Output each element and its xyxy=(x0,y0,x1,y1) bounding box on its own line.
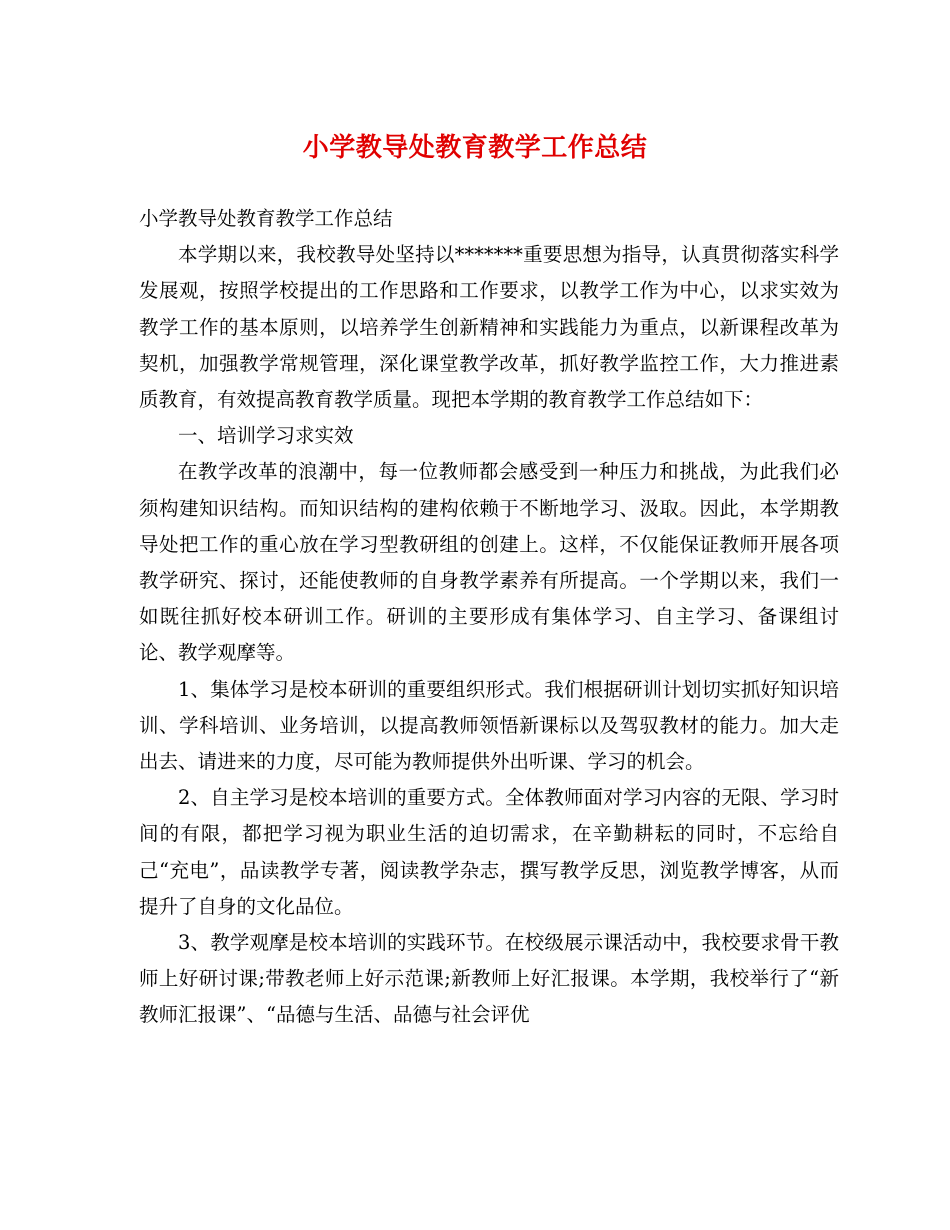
document-body xyxy=(139,201,839,1034)
section-heading-1: 一、培训学习求实效 xyxy=(178,424,354,448)
body-paragraph-training: 在教学改革的浪潮中，每一位教师都会感受到一种压力和挑战，为此我们必须构建知识结构。而知识结构的建构依赖于不断地学习、汲取。因此，本学期教导处把工作的重心放在学习型教研组的创建上。这样，不仅能保证教师开展各项教学研究、探讨，还能使教师的自身教学素养有所提高。一个学期以来，我们一如既往抓好校本研训工作。研训的主要形成有集体学习、自主学习、备课组讨论、教学观摩等。 xyxy=(139,460,839,665)
body-paragraph-item-3: 3、教学观摩是校本培训的实践环节。在校级展示课活动中，我校要求骨干教师上好研讨课;带教老师上好示范课;新教师上好汇报课。本学期，我校举行了“新教师汇报课”、“品德与生活、品德与社会评优 xyxy=(139,931,839,1027)
body-paragraph-intro: 本学期以来，我校教导处坚持以*******重要思想为指导，认真贯彻落实科学发展观，按照学校提出的工作思路和工作要求，以教学工作为中心，以求实效为教学工作的基本原则，以培养学生创新精神和实践能力为重点，以新课程改革为契机，加强教学常规管理，深化课堂教学改革，抓好教学监控工作，大力推进素质教育，有效提高教育教学质量。现把本学期的教育教学工作总结如下： xyxy=(139,243,839,412)
body-paragraph-item-2: 2、自主学习是校本培训的重要方式。全体教师面对学习内容的无限、学习时间的有限，都把学习视为职业生活的迫切需求，在辛勤耕耘的同时，不忘给自己“充电”，品读教学专著，阅读教学杂志，撰写教学反思，浏览教学博客，从而提升了自身的文化品位。 xyxy=(139,786,839,918)
body-paragraph-item-1: 1、集体学习是校本研训的重要组织形式。我们根据研训计划切实抓好知识培训、学科培训、业务培训，以提高教师领悟新课标以及驾驭教材的能力。加大走出去、请进来的力度，尽可能为教师提供外出听课、学习的机会。 xyxy=(139,677,839,774)
document-title: 小学教导处教育教学工作总结 xyxy=(302,133,648,163)
body-subtitle: 小学教导处教育教学工作总结 xyxy=(139,207,393,230)
